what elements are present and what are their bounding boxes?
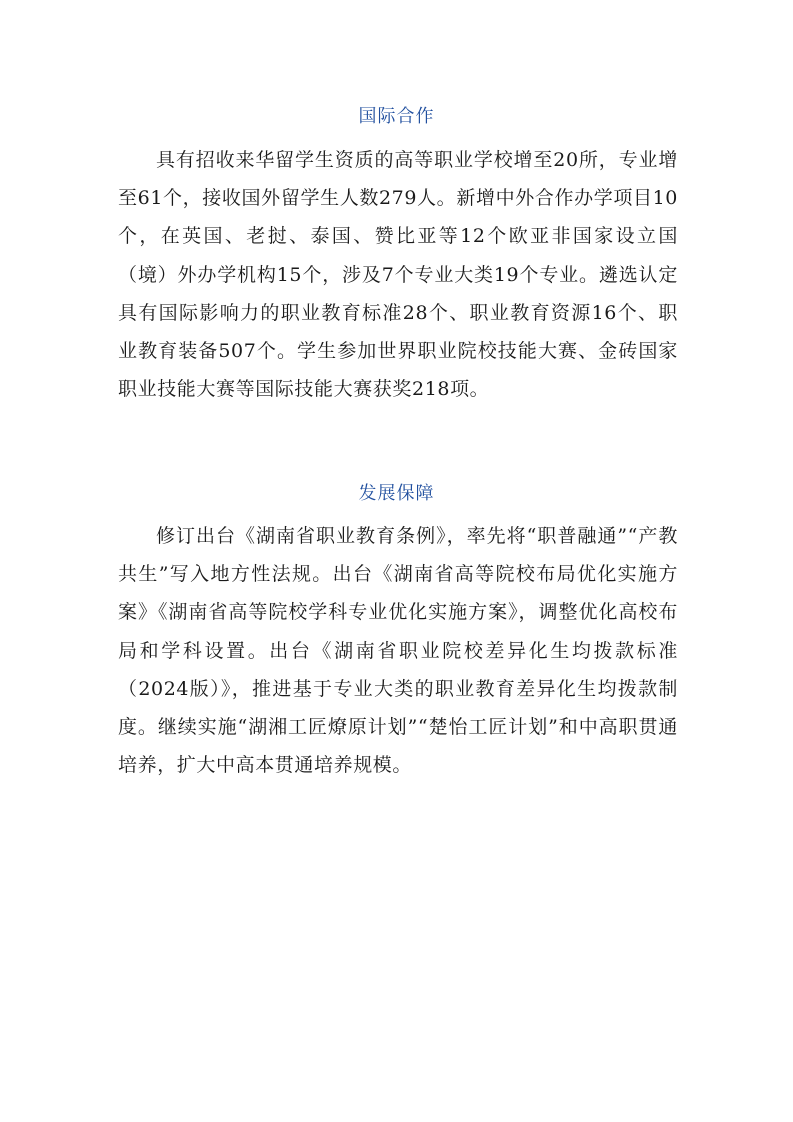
section-heading-international-cooperation: 国际合作 [358, 106, 435, 127]
section-paragraph-international-cooperation: 具有招收来华留学生资质的高等职业学校增至20所，专业增至61个，接收国外留学生人数279人。新增中外合作办学项目10个，在英国、老挝、泰国、赞比亚等12个欧亚非国家设立国（境）外办学机构15个，涉及7个专业大类19个专业。遴选认定具有国际影响力的职业教育标准28个、职业教育资源16个、职业教育装备507个。学生参加世界职业院校技能大赛、金砖国家职业技能大赛等国际技能大赛获奖218项。 [118, 149, 678, 401]
section-heading-development-guarantee: 发展保障 [358, 483, 435, 504]
section-paragraph-development-guarantee: 修订出台《湖南省职业教育条例》，率先将“职普融通”“产教共生”写入地方性法规。出台《湖南省高等院校布局优化实施方案》《湖南省高等院校学科专业优化实施方案》，调整优化高校布局和学科设置。出台《湖南省职业院校差异化生均拨款标准（2024版）》，推进基于专业大类的职业教育差异化生均拨款制度。继续实施“湖湘工匠燎原计划”“楚怡工匠计划”和中高职贯通培养，扩大中高本贯通培养规模。 [118, 525, 678, 777]
